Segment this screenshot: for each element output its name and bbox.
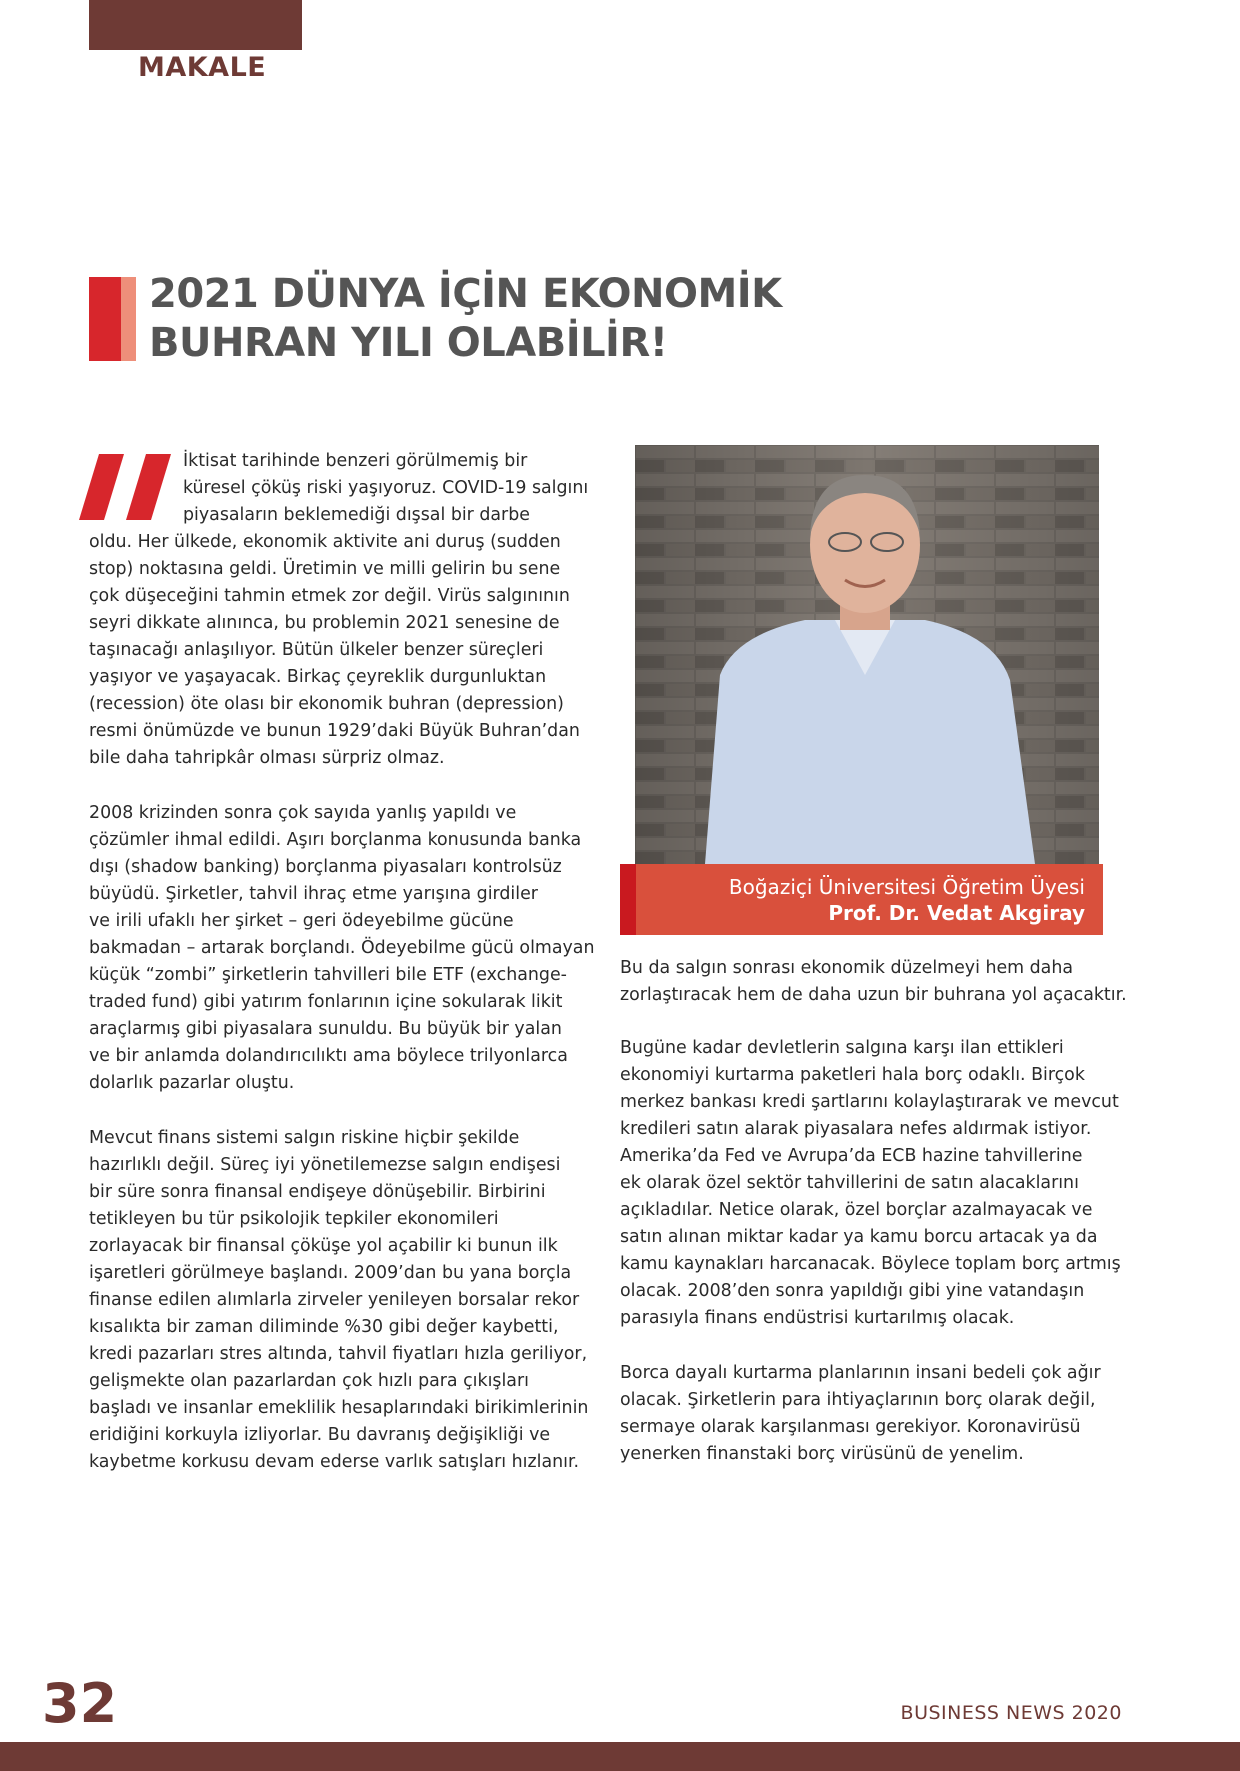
paragraph-line: kısalıkta bir zaman diliminde %30 gibi değer kaybetti, bbox=[89, 1317, 559, 1337]
paragraph-line: dolarlık pazarlar oluştu. bbox=[89, 1073, 295, 1093]
article-title bbox=[149, 270, 782, 368]
paragraph-line: çözümler ihmal edildi. Aşırı borçlanma konusunda banka bbox=[89, 830, 582, 850]
paragraph-line: (recession) öte olası bir ekonomik buhran (depression) bbox=[89, 694, 564, 714]
paragraph-line: dışı (shadow banking) borçlanma piyasaları kontrolsüz bbox=[89, 857, 562, 877]
paragraph-line: küçük “zombi” şirketlerin tahvilleri bile ETF (exchange- bbox=[89, 965, 567, 985]
author-affiliation: Boğaziçi Üniversitesi Öğretim Üyesi bbox=[728, 875, 1085, 899]
paragraph-line: finanse edilen alımlarla zirveler yenileyen borsalar rekor bbox=[89, 1290, 580, 1310]
paragraph-line: olacak. Şirketlerin para ihtiyaçlarının borç olarak değil, bbox=[620, 1390, 1096, 1410]
paragraph-line: seyri dikkate alınınca, bu problemin 2021 senesine de bbox=[89, 613, 560, 633]
paragraph-line: satın alınan miktar kadar ya kamu borcu artacak ya da bbox=[620, 1227, 1098, 1247]
title-line: BUHRAN YILI OLABİLİR! bbox=[149, 320, 668, 366]
paragraph-line: Bugüne kadar devletlerin salgına karşı ilan ettikleri bbox=[620, 1038, 1064, 1058]
paragraph-line: kredi pazarları stres altında, tahvil fiyatları hızla geriliyor, bbox=[89, 1344, 588, 1364]
article-paragraph bbox=[620, 1360, 1120, 1468]
paragraph-line: kamu kaynakları harcanacak. Böylece toplam borç artmış bbox=[620, 1254, 1121, 1274]
paragraph-line: Mevcut finans sistemi salgın riskine hiçbir şekilde bbox=[89, 1128, 520, 1148]
publication-name: BUSINESS NEWS 2020 bbox=[900, 1702, 1122, 1724]
paragraph-line: olacak. 2008’den sonra yapıldığı gibi yine vatandaşın bbox=[620, 1281, 1085, 1301]
paragraph-line: Amerika’da Fed ve Avrupa’da ECB hazine tahvillerine bbox=[620, 1146, 1083, 1166]
paragraph-line: ve irili ufaklı her şirket – geri ödeyebilme gücüne bbox=[89, 911, 514, 931]
paragraph-line: küresel çöküş riski yaşıyoruz. COVID-19 salgını bbox=[183, 478, 589, 498]
article-paragraph bbox=[620, 1035, 1120, 1332]
title-accent-bar-light bbox=[121, 277, 136, 361]
paragraph-line: büyüdü. Şirketler, tahvil ihraç etme yarışına girdiler bbox=[89, 884, 538, 904]
article-paragraph bbox=[89, 800, 595, 1097]
paragraph-line: parasıyla finans endüstrisi kurtarılmış olacak. bbox=[620, 1308, 1015, 1328]
paragraph-line: ek olarak özel sektör tahvillerini de satın alacaklarını bbox=[620, 1173, 1079, 1193]
paragraph-line: piyasaların beklemediği dışsal bir darbe bbox=[183, 505, 530, 525]
title-line: 2021 DÜNYA İÇİN EKONOMİK bbox=[149, 271, 782, 317]
paragraph-line: çok düşeceğini tahmin etmek zor değil. Virüs salgınının bbox=[89, 586, 570, 606]
paragraph-line: başladı ve insanlar emeklilik hesaplarındaki birikimlerinin bbox=[89, 1398, 589, 1418]
caption-accent-edge bbox=[620, 864, 636, 935]
author-portrait-image bbox=[635, 445, 1099, 864]
paragraph-line: bir süre sonra finansal endişeye dönüşebilir. Birbirini bbox=[89, 1182, 546, 1202]
paragraph-line: yenerken finanstaki borç virüsünü de yenelim. bbox=[620, 1444, 1024, 1464]
paragraph-line: zorlayacak bir finansal çöküşe yol açabilir ki bunun ilk bbox=[89, 1236, 558, 1256]
paragraph-line: tetikleyen bu tür psikolojik tepkiler ekonomileri bbox=[89, 1209, 499, 1229]
paragraph-line: merkez bankası kredi şartlarını kolaylaştırarak ve mevcut bbox=[620, 1092, 1119, 1112]
paragraph-line: stop) noktasına geldi. Üretimin ve milli gelirin bu sene bbox=[89, 559, 561, 579]
paragraph-line: Bu da salgın sonrası ekonomik düzelmeyi hem daha bbox=[620, 958, 1074, 978]
author-photo bbox=[635, 445, 1099, 864]
paragraph-line: taşınacağı anlaşılıyor. Bütün ülkeler benzer süreçleri bbox=[89, 640, 544, 660]
paragraph-line: işaretleri görülmeye başlandı. 2009’dan bu yana borçla bbox=[89, 1263, 572, 1283]
paragraph-line: bakmadan – artarak borçlandı. Ödeyebilme gücü olmayan bbox=[89, 938, 595, 958]
paragraph-line: kaybetme korkusu devam ederse varlık satışları hızlanır. bbox=[89, 1452, 580, 1472]
paragraph-line: zorlaştıracak hem de daha uzun bir buhrana yol açacaktır. bbox=[620, 985, 1127, 1005]
article-paragraph bbox=[89, 1125, 589, 1476]
paragraph-line: oldu. Her ülkede, ekonomik aktivite ani duruş (sudden bbox=[89, 532, 561, 552]
paragraph-line: bile daha tahripkâr olması sürpriz olmaz. bbox=[89, 748, 445, 768]
paragraph-line: Borca dayalı kurtarma planlarının insani bedeli çok ağır bbox=[620, 1363, 1101, 1383]
article-paragraph bbox=[620, 955, 1127, 1009]
paragraph-line: yaşıyor ve yaşayacak. Birkaç çeyreklik durgunluktan bbox=[89, 667, 547, 687]
bottom-brand-bar bbox=[0, 1742, 1240, 1771]
paragraph-line: gelişmekte olan pazarlardan çok hızlı para çıkışları bbox=[89, 1371, 529, 1391]
paragraph-line: resmi önümüzde ve bunun 1929’daki Büyük Buhran’dan bbox=[89, 721, 580, 741]
paragraph-line: ve bir anlamda dolandırıcılıktı ama böylece trilyonlarca bbox=[89, 1046, 568, 1066]
title-accent-bar bbox=[89, 277, 121, 361]
section-label: MAKALE bbox=[138, 52, 267, 83]
paragraph-line: 2008 krizinden sonra çok sayıda yanlış yapıldı ve bbox=[89, 803, 517, 823]
paragraph-line: hazırlıklı değil. Süreç iyi yönetilemezse salgın endişesi bbox=[89, 1155, 561, 1175]
page-number: 32 bbox=[42, 1672, 118, 1735]
paragraph-line: araçlarmış gibi piyasalara sunuldu. Bu büyük bir yalan bbox=[89, 1019, 562, 1039]
article-paragraph bbox=[89, 448, 589, 772]
paragraph-line: traded fund) gibi yatırım fonlarının içine sokularak likit bbox=[89, 992, 563, 1012]
paragraph-line: ekonomiyi kurtarma paketleri hala borç odaklı. Birçok bbox=[620, 1065, 1085, 1085]
paragraph-line: eridiğini korkuyla izliyorlar. Bu davranış değişikliği ve bbox=[89, 1425, 551, 1445]
photo-caption bbox=[620, 864, 1103, 935]
author-name: Prof. Dr. Vedat Akgiray bbox=[828, 901, 1085, 925]
top-brand-bar bbox=[89, 0, 302, 50]
paragraph-line: İktisat tarihinde benzeri görülmemiş bir bbox=[183, 451, 528, 471]
paragraph-line: açıkladılar. Netice olarak, özel borçlar azalmayacak ve bbox=[620, 1200, 1093, 1220]
paragraph-line: kredileri satın alarak piyasalara nefes aldırmak istiyor. bbox=[620, 1119, 1092, 1139]
paragraph-line: sermaye olarak karşılanması gerekiyor. Koronavirüsü bbox=[620, 1417, 1081, 1437]
